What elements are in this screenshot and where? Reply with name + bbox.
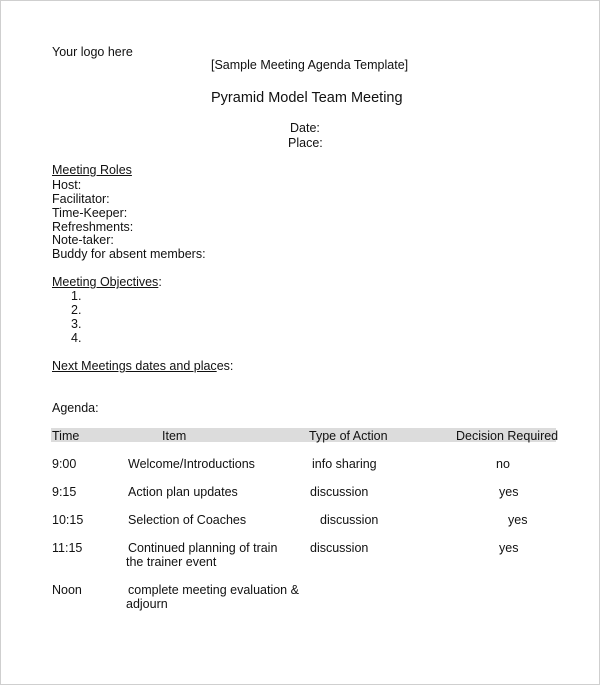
- objective-item-1: 1.: [71, 289, 82, 303]
- row-3-item: Selection of Coaches: [128, 513, 247, 527]
- row-3-decision: yes: [508, 513, 528, 527]
- objectives-heading-line: [52, 275, 162, 289]
- next-meetings-heading-rest: es:: [216, 359, 234, 373]
- row-3-action: discussion: [320, 513, 379, 527]
- template-label: [Sample Meeting Agenda Template]: [211, 58, 409, 72]
- row-3-time: 10:15: [52, 513, 84, 527]
- row-2-action: discussion: [310, 485, 369, 499]
- row-2-time: 9:15: [52, 485, 77, 499]
- row-4-action: discussion: [310, 541, 369, 555]
- objective-item-2: 2.: [71, 303, 82, 317]
- role-refreshments: Refreshments:: [52, 220, 134, 234]
- role-buddy: Buddy for absent members:: [52, 247, 206, 261]
- row-5-item: complete meeting evaluation &: [128, 583, 299, 597]
- next-meetings-heading: Next Meetings dates and plac: [52, 359, 217, 373]
- logo-placeholder: Your logo here: [52, 45, 133, 59]
- objectives-heading-colon: :: [158, 275, 162, 289]
- objectives-heading: Meeting Objectives: [52, 275, 159, 289]
- row-5-time: Noon: [52, 583, 82, 597]
- role-host: Host:: [52, 178, 82, 192]
- roles-heading: Meeting Roles: [52, 163, 132, 177]
- next-meetings-line: [52, 359, 233, 373]
- place-label: Place:: [288, 136, 323, 150]
- row-1-decision: no: [496, 457, 510, 471]
- row-4-item-cont: the trainer event: [126, 555, 217, 569]
- row-4-time: 11:15: [52, 541, 83, 555]
- row-5-item-cont: adjourn: [126, 597, 168, 611]
- page-title: Pyramid Model Team Meeting: [211, 90, 403, 106]
- row-4-item: Continued planning of train: [128, 541, 278, 555]
- row-4-decision: yes: [499, 541, 519, 555]
- row-2-decision: yes: [499, 485, 519, 499]
- row-1-time: 9:00: [52, 457, 77, 471]
- objective-item-4: 4.: [71, 331, 82, 345]
- row-1-action: info sharing: [312, 457, 377, 471]
- row-2-item: Action plan updates: [128, 485, 238, 499]
- col-item: Item: [162, 429, 187, 443]
- role-note-taker: Note-taker:: [52, 233, 114, 247]
- role-facilitator: Facilitator:: [52, 192, 110, 206]
- row-1-item: Welcome/Introductions: [128, 457, 255, 471]
- col-time: Time: [52, 429, 80, 443]
- objective-item-3: 3.: [71, 317, 82, 331]
- date-label: Date:: [290, 121, 320, 135]
- col-decision-required: Decision Required: [456, 429, 559, 443]
- role-time-keeper: Time-Keeper:: [52, 206, 128, 220]
- agenda-label: Agenda:: [52, 401, 99, 415]
- col-type-of-action: Type of Action: [309, 429, 388, 443]
